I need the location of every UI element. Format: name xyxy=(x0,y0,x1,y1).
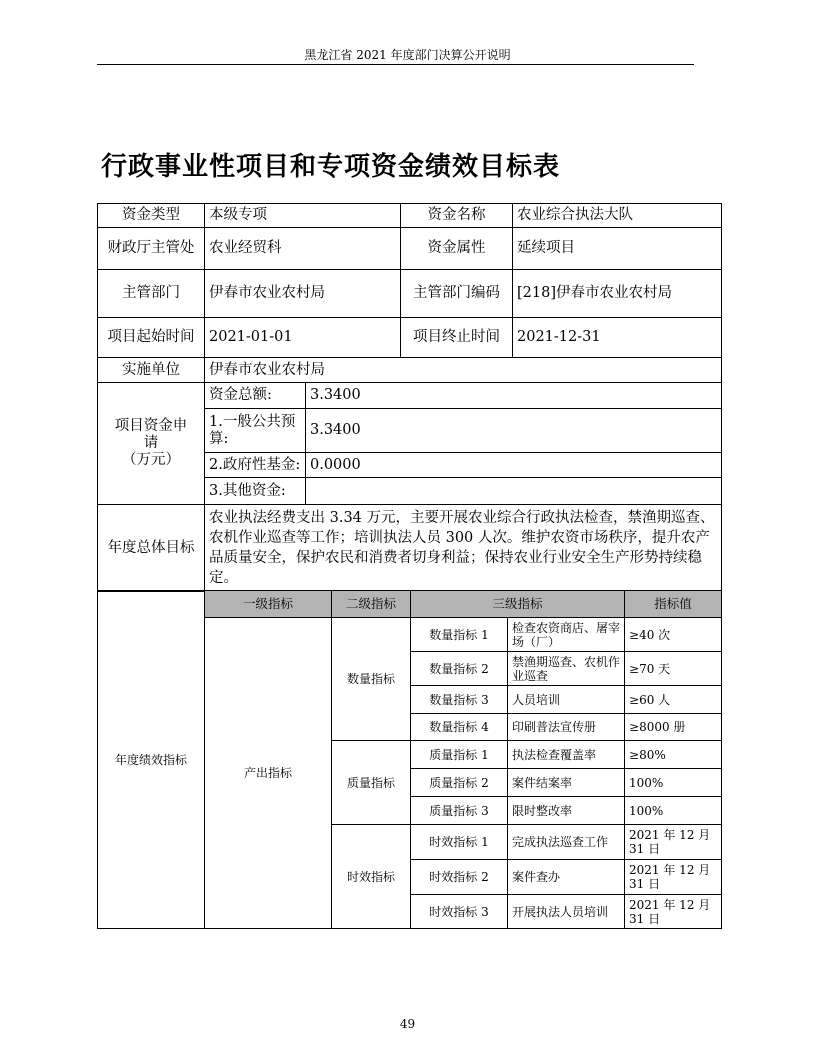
indicator-value: ≥60 人 xyxy=(625,686,722,714)
indicator-name: 时效指标 1 xyxy=(411,825,508,860)
fund-type-value: 本级专项 xyxy=(205,204,401,228)
header-level1: 一级指标 xyxy=(205,591,332,618)
fund-application-label xyxy=(98,383,205,505)
fund-row-value: 3.3400 xyxy=(306,383,722,409)
indicator-desc: 执法检查覆盖率 xyxy=(508,741,625,769)
level2-quantity: 数量指标 xyxy=(332,618,411,741)
fund-attr-value: 延续项目 xyxy=(513,228,722,270)
level1-output: 产出指标 xyxy=(205,618,332,929)
fund-row-label: 3.其他资金: xyxy=(205,478,306,505)
supervisor-code-label: 主管部门编码 xyxy=(401,270,513,318)
indicator-desc: 禁渔期巡查、农机作业巡查 xyxy=(508,652,625,686)
level2-timeliness: 时效指标 xyxy=(332,825,411,929)
header-level2: 二级指标 xyxy=(332,591,411,618)
impl-unit-label: 实施单位 xyxy=(98,358,205,383)
indicator-name: 质量指标 1 xyxy=(411,741,508,769)
fund-application-label-line1: 项目资金申请 xyxy=(114,418,188,451)
indicator-name: 数量指标 3 xyxy=(411,686,508,714)
annual-goal-label: 年度总体目标 xyxy=(98,505,205,592)
indicator-value: ≥70 天 xyxy=(625,652,722,686)
header-value: 指标值 xyxy=(625,591,722,618)
fund-row-value: 0.0000 xyxy=(306,453,722,478)
supervisor-value: 伊春市农业农村局 xyxy=(205,270,401,318)
fund-row-label: 资金总额: xyxy=(205,383,306,409)
indicator-desc: 限时整改率 xyxy=(508,797,625,825)
project-info-table xyxy=(97,203,722,592)
fund-row-label: 2.政府性基金: xyxy=(205,453,306,478)
fund-application-label-line2: （万元） xyxy=(122,452,180,468)
indicator-value: 2021 年 12 月 31 日 xyxy=(625,860,722,895)
indicator-desc: 检查农资商店、屠宰场（厂） xyxy=(508,618,625,652)
indicator-name: 时效指标 2 xyxy=(411,860,508,895)
indicator-value: ≥40 次 xyxy=(625,618,722,652)
indicator-value: 2021 年 12 月 31 日 xyxy=(625,895,722,929)
fund-name-label: 资金名称 xyxy=(401,204,513,228)
fund-row-value: 3.3400 xyxy=(306,409,722,453)
fund-row-label: 1.一般公共预算: xyxy=(205,409,306,453)
page-number: 49 xyxy=(399,1017,416,1031)
performance-label: 年度绩效指标 xyxy=(98,591,205,929)
fund-name-value: 农业综合执法大队 xyxy=(513,204,722,228)
fund-type-label: 资金类型 xyxy=(98,204,205,228)
start-date-label: 项目起始时间 xyxy=(98,318,205,358)
indicator-name: 数量指标 1 xyxy=(411,618,508,652)
indicator-value: 100% xyxy=(625,797,722,825)
indicator-value: ≥80% xyxy=(625,741,722,769)
end-date-label: 项目终止时间 xyxy=(401,318,513,358)
fund-row-value xyxy=(306,478,722,505)
indicator-desc: 案件查办 xyxy=(508,860,625,895)
start-date-value: 2021-01-01 xyxy=(205,318,401,358)
impl-unit-value: 伊春市农业农村局 xyxy=(205,358,722,383)
indicator-name: 时效指标 3 xyxy=(411,895,508,929)
header-rule xyxy=(97,64,694,65)
indicator-value: 2021 年 12 月 31 日 xyxy=(625,825,722,860)
dept-office-label: 财政厅主管处 xyxy=(98,228,205,270)
page-title: 行政事业性项目和专项资金绩效目标表 xyxy=(101,152,561,182)
indicator-value: ≥8000 册 xyxy=(625,714,722,741)
supervisor-code-value: [218]伊春市农业农村局 xyxy=(513,270,722,318)
supervisor-label: 主管部门 xyxy=(98,270,205,318)
indicator-name: 数量指标 4 xyxy=(411,714,508,741)
indicator-name: 质量指标 3 xyxy=(411,797,508,825)
document-header: 黑龙江省 2021 年度部门决算公开说明 xyxy=(304,48,511,62)
dept-office-value: 农业经贸科 xyxy=(205,228,401,270)
header-level3: 三级指标 xyxy=(411,591,625,618)
annual-goal-text: 农业执法经费支出 3.34 万元，主要开展农业综合行政执法检查，禁渔期巡查、农机作业巡查等工作；培训执法人员 300 人次。维护农资市场秩序，提升农产品质量安全，保护农民和消费者切身利益；保持农业行业安全生产形势持续稳定。 xyxy=(205,505,722,592)
fund-attr-label: 资金属性 xyxy=(401,228,513,270)
performance-table xyxy=(97,590,722,929)
indicator-value: 100% xyxy=(625,769,722,797)
indicator-name: 数量指标 2 xyxy=(411,652,508,686)
end-date-value: 2021-12-31 xyxy=(513,318,722,358)
indicator-desc: 人员培训 xyxy=(508,686,625,714)
indicator-desc: 开展执法人员培训 xyxy=(508,895,625,929)
indicator-desc: 印刷普法宣传册 xyxy=(508,714,625,741)
indicator-desc: 完成执法巡查工作 xyxy=(508,825,625,860)
indicator-desc: 案件结案率 xyxy=(508,769,625,797)
indicator-name: 质量指标 2 xyxy=(411,769,508,797)
level2-quality: 质量指标 xyxy=(332,741,411,825)
